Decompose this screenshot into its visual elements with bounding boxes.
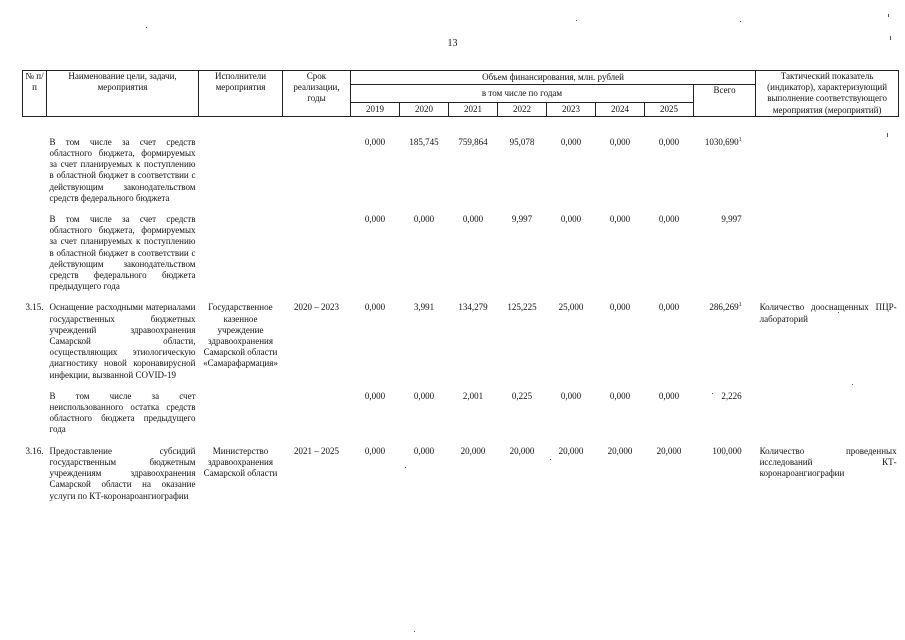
- row-year-value: 20,000: [460, 445, 486, 456]
- page-number: 13: [447, 38, 458, 49]
- row-indicator: [756, 127, 899, 204]
- row-year-value: 125,225: [507, 302, 537, 313]
- header-year: 2024: [596, 102, 645, 116]
- header-volume: Объем финансирования, млн. рублей: [351, 71, 756, 85]
- row-year-value: 0,000: [413, 214, 435, 225]
- row-year-value: 0,000: [560, 390, 582, 401]
- footnote-mark: 1: [738, 136, 742, 143]
- row-term: 2020 – 2023: [294, 302, 339, 313]
- row-total: [694, 292, 756, 380]
- table-header: [23, 71, 899, 117]
- row-year-value: 20,000: [558, 445, 584, 456]
- header-year: 2020: [400, 102, 449, 116]
- row-year-value: 759,864: [458, 136, 488, 147]
- scan-speck: [888, 14, 889, 17]
- row-name: Оснащение расходными материалами государственных бюджетных учреждений здравоохранения Самарской области, осуществляющих этиологическую диагностику новой коронавирусной инфекции, вызванной COVID-19: [49, 302, 196, 380]
- row-number: [23, 204, 47, 292]
- row-term: [283, 381, 351, 436]
- row-name: В том числе за счет средств областного бюджета, формируемых за счет планируемых к поступлению в областной бюджет в соответствии с действующим законодательством средств федерального бюджета предыдущего года: [49, 214, 196, 292]
- row-name: В том числе за счет средств областного бюджета, формируемых за счет планируемых к поступлению в областной бюджет в соответствии с действующим законодательством средств федерального бюджета: [49, 136, 196, 203]
- row-term: [283, 204, 351, 292]
- row-year-value: 2,001: [462, 390, 484, 401]
- scan-speck: [405, 467, 406, 468]
- header-year: 2019: [351, 102, 400, 116]
- row-year-value: 0,000: [364, 136, 386, 147]
- scan-speck: [887, 133, 888, 137]
- row-name: Предоставление субсидий государственным бюджетным учреждениям здравоохранения Самарской области на оказание услуги по КТ-коронароангиографии: [49, 445, 196, 501]
- row-year-value: 0,000: [364, 302, 386, 313]
- row-total: [694, 204, 756, 292]
- row-year-value: 0,000: [462, 214, 484, 225]
- row-year-value: 0,000: [658, 302, 680, 313]
- row-year-value: 185,745: [409, 136, 439, 147]
- row-indicator: [756, 381, 899, 436]
- row-year-value: 0,000: [364, 445, 386, 456]
- row-number: 3.15.: [25, 302, 44, 313]
- row-year-value: 20,000: [656, 445, 682, 456]
- row-name: В том числе за счет неиспользованного остатка средств областного бюджета предыдущего года: [49, 390, 196, 435]
- row-total-value: 2,226: [721, 390, 742, 401]
- table-row: [23, 381, 899, 436]
- header-no: № п/п: [23, 71, 47, 117]
- row-total-value: 1030,690: [704, 136, 739, 147]
- row-total-value: 286,269: [709, 302, 739, 313]
- row-year-value: 25,000: [558, 302, 584, 313]
- row-total-value: 9,997: [721, 214, 742, 225]
- row-year-value: 0,000: [658, 214, 680, 225]
- row-year-value: 95,078: [509, 136, 535, 147]
- row-total: [694, 436, 756, 502]
- row-indicator: Количество дооснащенных ПЦР-лабораторий: [759, 302, 897, 324]
- header-total: Всего: [694, 85, 756, 117]
- row-total-value: 100,000: [712, 445, 742, 456]
- header-year: 2025: [645, 102, 694, 116]
- row-year-value: 0,000: [658, 136, 680, 147]
- row-year-value: 0,000: [413, 390, 435, 401]
- header-term: Срок реализации, годы: [283, 71, 351, 117]
- row-year-value: 0,000: [364, 390, 386, 401]
- row-year-value: 20,000: [509, 445, 535, 456]
- header-year: 2021: [449, 102, 498, 116]
- scan-speck: [712, 393, 713, 394]
- row-year-value: 0,000: [609, 302, 631, 313]
- table-row: [23, 127, 899, 204]
- header-executors: Исполнители мероприятия: [199, 71, 283, 117]
- table-body: [23, 116, 899, 501]
- scan-speck: [838, 312, 839, 313]
- footnote-mark: 1: [738, 302, 742, 309]
- header-by-years: в том числе по годам: [351, 85, 694, 103]
- header-indicator: Тактический показатель (индикатор), характеризующий выполнение соответствующего мероприятия (мероприятий): [756, 71, 899, 117]
- scan-speck: [852, 384, 853, 385]
- row-year-value: 0,000: [413, 445, 435, 456]
- row-year-value: 3,991: [413, 302, 435, 313]
- row-year-value: 20,000: [607, 445, 633, 456]
- row-executors: [199, 127, 283, 204]
- row-year-value: 0,000: [609, 136, 631, 147]
- row-year-value: 0,000: [364, 214, 386, 225]
- header-year: 2022: [498, 102, 547, 116]
- row-number: 3.16.: [25, 445, 44, 456]
- row-term: 2021 – 2025: [294, 445, 339, 456]
- row-term: [283, 127, 351, 204]
- scan-speck: [740, 21, 741, 22]
- table-row: [23, 436, 899, 502]
- financing-table: [22, 70, 899, 502]
- row-executors: Министерство здравоохранения Самарской области: [203, 445, 278, 479]
- row-year-value: 0,000: [609, 390, 631, 401]
- row-year-value: 0,000: [609, 214, 631, 225]
- scan-speck: [550, 459, 551, 460]
- row-indicator: [756, 204, 899, 292]
- row-executors: [199, 381, 283, 436]
- row-year-value: 134,279: [458, 302, 488, 313]
- header-name: Наименование цели, задачи, мероприятия: [47, 71, 199, 117]
- row-executors: [199, 204, 283, 292]
- row-number: [23, 381, 47, 436]
- scan-speck: [890, 36, 891, 40]
- row-total: [694, 127, 756, 204]
- row-year-value: 0,000: [560, 136, 582, 147]
- scan-speck: [146, 27, 147, 28]
- row-year-value: 0,000: [658, 390, 680, 401]
- row-year-value: 0,000: [560, 214, 582, 225]
- row-number: [23, 127, 47, 204]
- scan-speck: [414, 631, 415, 632]
- row-indicator: Количество проведенных исследований КТ-коронароангиографии: [759, 445, 897, 479]
- row-year-value: 9,997: [511, 214, 533, 225]
- scan-speck: [576, 20, 577, 21]
- row-year-value: 0,225: [511, 390, 533, 401]
- table-row: [23, 204, 899, 292]
- row-executors: Государственное казенное учреждение здравоохранения Самарской области «Самарафармация»: [203, 302, 278, 369]
- table-row: [23, 292, 899, 380]
- row-total: [694, 381, 756, 436]
- header-year: 2023: [547, 102, 596, 116]
